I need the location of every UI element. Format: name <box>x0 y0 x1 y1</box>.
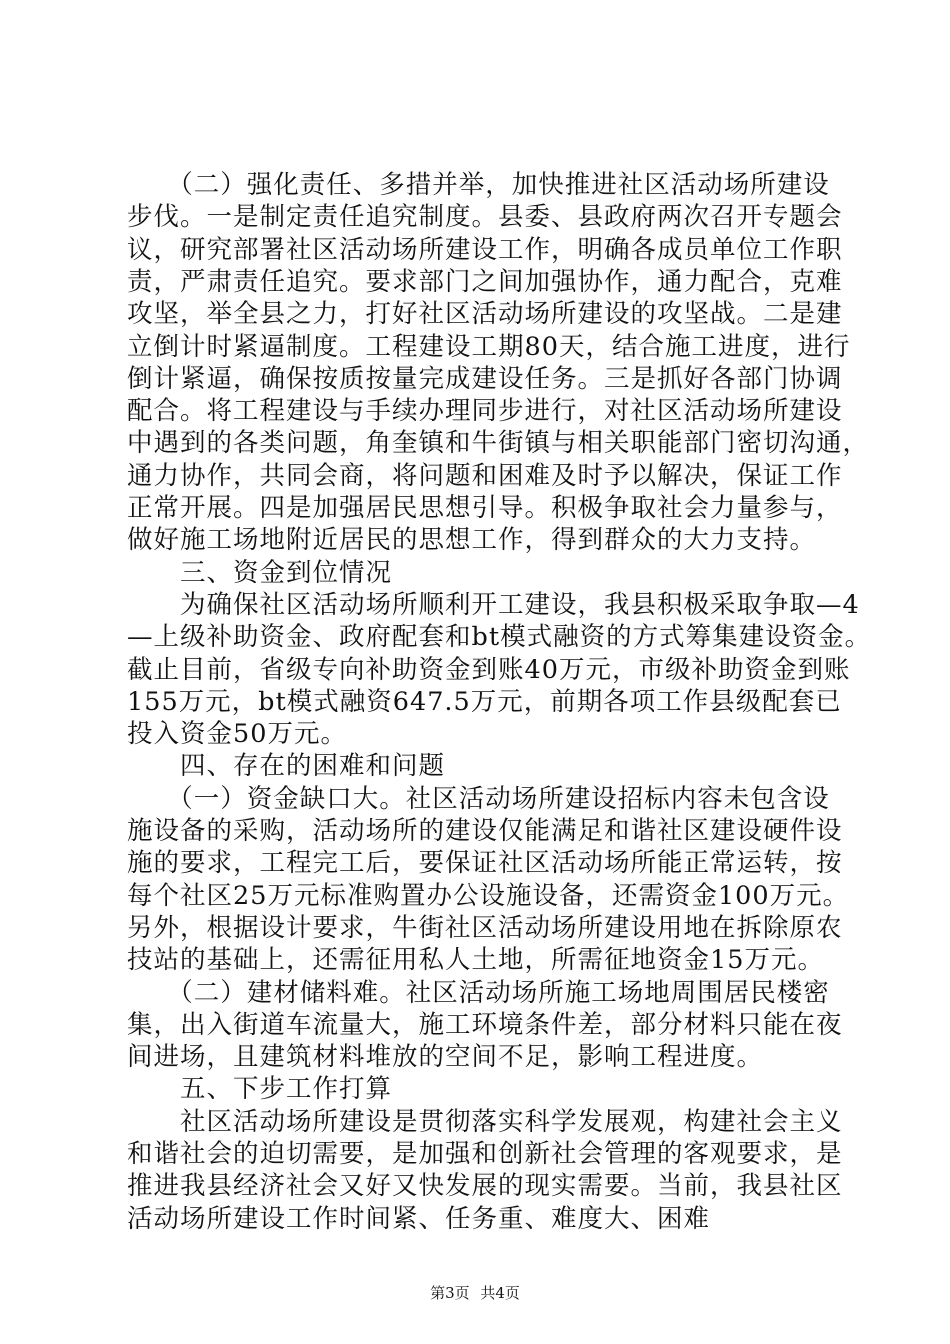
text-line: 议，研究部署社区活动场所建设工作，明确各成员单位工作职 <box>127 234 843 265</box>
page-number: 第3页 <box>430 1284 470 1302</box>
text-line: 155万元，bt模式融资647.5万元，前期各项工作县级配套已 <box>127 686 842 717</box>
text-line: （一）资金缺口大。社区活动场所建设招标内容未包含设 <box>127 783 830 814</box>
text-line: 通力协作，共同会商，将问题和困难及时予以解决，保证工作 <box>127 460 843 491</box>
text-line: 中遇到的各类问题，角奎镇和牛街镇与相关职能部门密切沟通， <box>127 428 870 459</box>
text-line: 施设备的采购，活动场所的建设仅能满足和谐社区建设硬件设 <box>127 816 843 846</box>
text-line: 倒计紧逼，确保按质按量完成建设任务。三是抓好各部门协调 <box>127 363 843 394</box>
page-total: 共4页 <box>480 1284 520 1302</box>
page-footer <box>0 1283 950 1303</box>
text-line: 为确保社区活动场所顺利开工建设，我县积极采取争取—4 <box>127 589 860 620</box>
text-line: 集，出入街道车流量大，施工环境条件差，部分材料只能在夜 <box>127 1009 843 1040</box>
text-line: 每个社区25万元标准购置办公设施设备，还需资金100万元。 <box>127 880 850 911</box>
text-line: 社区活动场所建设是贯彻落实科学发展观，构建社会主义 <box>127 1106 843 1137</box>
text-line: （二）强化责任、多措并举，加快推进社区活动场所建设 <box>127 170 830 200</box>
text-line: 投入资金50万元。 <box>127 719 347 750</box>
text-line: 推进我县经济社会又好又快发展的现实需要。当前，我县社区 <box>127 1171 843 1202</box>
text-line: 正常开展。四是加强居民思想引导。积极争取社会力量参与， <box>127 493 843 523</box>
text-line: 五、下步工作打算 <box>127 1074 393 1105</box>
text-line: （二）建材储料难。社区活动场所施工场地周围居民楼密 <box>127 977 830 1008</box>
text-line: 间进场，且建筑材料堆放的空间不足，影响工程进度。 <box>127 1042 764 1073</box>
text-line: 另外，根据设计要求，牛街社区活动场所建设用地在拆除原农 <box>127 912 843 943</box>
text-line: 配合。将工程建设与手续办理同步进行，对社区活动场所建设 <box>127 396 843 427</box>
text-line: 责，严肃责任追究。要求部门之间加强协作，通力配合，克难 <box>127 266 843 297</box>
text-line: 三、资金到位情况 <box>127 557 393 588</box>
text-line: 截止目前，省级专向补助资金到账40万元，市级补助资金到账 <box>127 654 851 685</box>
text-line: —上级补助资金、政府配套和bt模式融资的方式筹集建设资金。 <box>127 622 872 653</box>
text-line: 和谐社会的迫切需要，是加强和创新社会管理的客观要求，是 <box>127 1139 843 1169</box>
text-line: 活动场所建设工作时间紧、任务重、难度大、困难 <box>127 1203 711 1234</box>
text-line: 技站的基础上，还需征用私人土地，所需征地资金15万元。 <box>127 945 824 976</box>
text-line: 四、存在的困难和问题 <box>127 751 446 782</box>
text-line: 施的要求，工程完工后，要保证社区活动场所能正常运转，按 <box>127 848 843 879</box>
text-line: 步伐。一是制定责任追究制度。县委、县政府两次召开专题会 <box>127 202 843 233</box>
text-line: 攻坚，举全县之力，打好社区活动场所建设的攻坚战。二是建 <box>127 299 843 330</box>
text-line: 立倒计时紧逼制度。工程建设工期80天，结合施工进度，进行 <box>127 331 851 362</box>
text-line: 做好施工场地附近居民的思想工作，得到群众的大力支持。 <box>127 525 817 556</box>
